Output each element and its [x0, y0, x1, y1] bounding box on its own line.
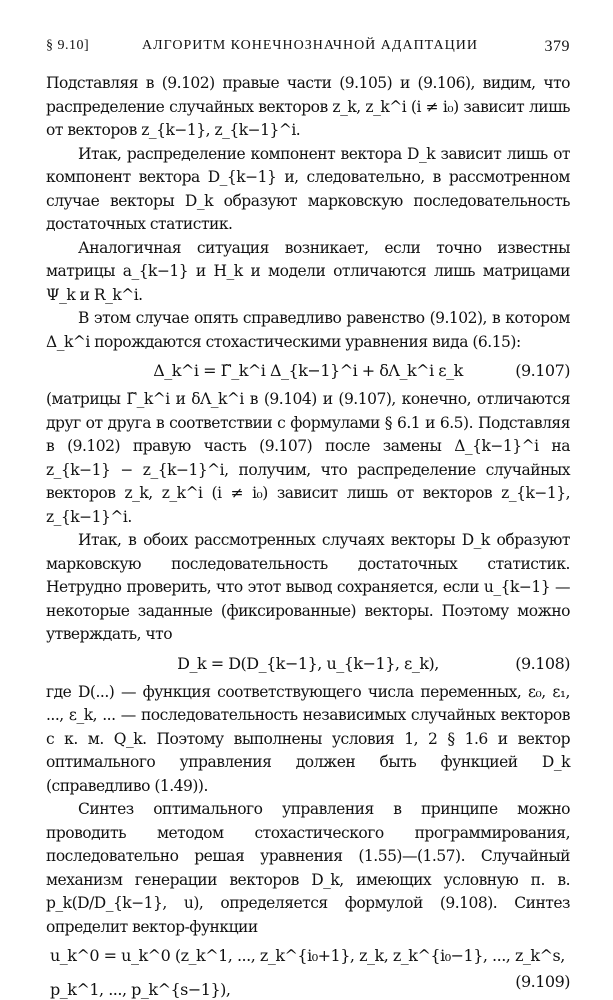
page-body — [46, 72, 570, 999]
equation-number: (9.107) — [515, 361, 570, 380]
paragraph: Итак, распределение компонент вектора D_k зависит лишь от компонент вектора D_{k−1} и, следовательно, в рассмотренном случае векторы D_k образуют марковскую последовательность достаточных статистик. — [46, 144, 570, 233]
paragraph: Аналогичная ситуация возникает, если точно известны матрицы a_{k−1} и H_k и модели отличаются лишь матрицами Ψ_k и R_k^i. — [46, 238, 570, 304]
paragraph: Итак, в обоих рассмотренных случаях векторы D_k образуют марковскую последовательность достаточных статистик. Нетрудно проверить, что этот вывод сохраняется, если u_{k−1} — некоторые заданные (фиксированные) векторы. Поэтому можно утверждать, что — [46, 531, 570, 643]
paragraph: (матрицы Γ̃_k^i и δΛ_k^i в (9.104) и (9.107), конечно, отличаются друг от друга в соответствии с формулами § 6.1 и 6.5). Подставляя в (9.102) правую часть (9.107) после замены Δ_{k−1}^i на z_{k−1} − z_{k−1}^i, получим, что распределение случайных векторов z_k, z_k^i (i ≠ i₀) зависит лишь от векторов z_{k−1}, z_{k−1}^i. — [46, 390, 570, 526]
paragraph: Синтез оптимального управления в принципе можно проводить методом стохастического программирования, последовательно решая уравнения (1.55)—(1.57). Случайный механизм генерации векторов D_k, имеющих условную п. в. p_k(D/D_{k−1}, u), определяется формулой (9.108). Синтез определит вектор-функции — [46, 800, 570, 936]
section-ref: § 9.10] — [46, 38, 90, 53]
equation-number: (9.108) — [515, 653, 570, 673]
equation-expression: D_k = D(D_{k−1}, u_{k−1}, ε_k), — [177, 653, 439, 673]
equation-expression: Δ_k^i = Γ̃_k^i Δ_{k−1}^i + δΛ_k^i ε_k — [153, 361, 463, 380]
chapter-title: АЛГОРИТМ КОНЕЧНОЗНАЧНОЙ АДАПТАЦИИ — [142, 38, 478, 53]
equation-expression: u_k^0 = u_k^0 (z_k^1, ..., z_k^{i₀+1}, z_k, z_k^{i₀−1}, ..., z_k^s, p_k^1, ..., p_k^{s−1}), — [50, 946, 565, 999]
equation-9-108 — [46, 647, 570, 681]
page-number: 379 — [544, 38, 570, 55]
equation-9-107 — [46, 354, 570, 388]
equation-9-109 — [46, 939, 570, 999]
paragraph: Подставляя в (9.102) правые части (9.105) и (9.106), видим, что распределение случайных векторов z_k, z_k^i (i ≠ i₀) зависит лишь от векторов z_{k−1}, z_{k−1}^i. — [46, 74, 570, 139]
paragraph: где D(...) — функция соответствующего числа переменных, ε₀, ε₁, ..., ε_k, ... — последовательность независимых случайных векторов с к. м. Q_k. Поэтому выполнены условия 1, 2 § 1.6 и вектор оптимального управления должен быть функцией D_k (справедливо (1.49)). — [46, 682, 570, 795]
running-header — [46, 38, 570, 60]
equation-number: (9.109) — [515, 972, 570, 991]
paragraph: В этом случае опять справедливо равенство (9.102), в котором Δ_k^i порождаются стохастическими уравнения вида (6.15): — [46, 309, 570, 351]
